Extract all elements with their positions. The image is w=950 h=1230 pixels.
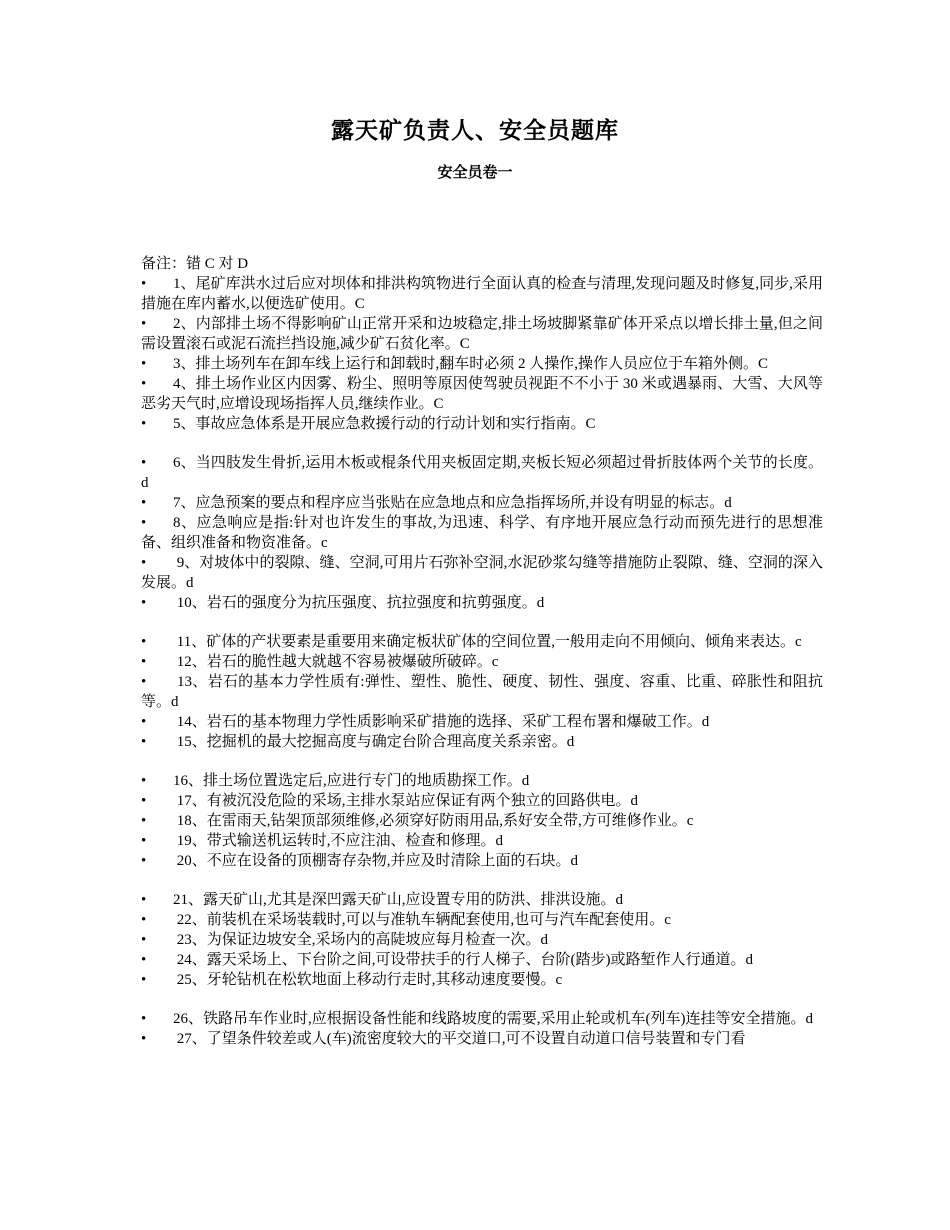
question-text: 20、不应在设备的顶棚寄存杂物,并应及时清除上面的石块。d [173,853,579,869]
bullet-icon: • [141,356,147,372]
bullet-icon: • [141,932,147,948]
question-item [141,732,823,752]
group-spacer [141,752,823,771]
question-item [141,712,823,732]
bullet-icon: • [141,276,147,292]
question-text: 25、牙轮钻机在松软地面上移动行走时,其移动速度要慢。c [173,972,563,988]
question-item [141,910,823,930]
question-text: 5、事故应急体系是开展应急救援行动的行动计划和实行指南。C [173,416,596,432]
question-text: 10、岩石的强度分为抗压强度、抗拉强度和抗剪强度。d [173,595,545,611]
bullet-icon: • [141,515,147,531]
question-item [141,274,823,314]
question-text: 1、尾矿库洪水过后应对坝体和排洪构筑物进行全面认真的检查与清理,发现问题及时修复,同步,采用措施在库内蓄水,以便选矿使用。C [141,276,823,312]
question-text: 26、铁路吊车作业时,应根据设备性能和线路坡度的需要,采用止轮或机车(列车)连挂等安全措施。d [173,1011,813,1027]
question-text: 23、为保证边坡安全,采场内的高陡坡应每月检查一次。d [173,932,549,948]
question-text: 14、岩石的基本物理力学性质影响采矿措施的选择、采矿工程布署和爆破工作。d [173,714,710,730]
question-text: 17、有被沉没危险的采场,主排水泵站应保证有两个独立的回路供电。d [173,793,639,809]
bullet-icon: • [141,1011,147,1027]
question-item [141,672,823,712]
question-text: 2、内部排土场不得影响矿山正常开采和边坡稳定,排土场坡脚紧靠矿体开采点以增长排土量,但之间需设置滚石或泥石流拦挡设施,减少矿石贫化率。C [141,316,823,352]
document-title: 露天矿负责人、安全员题库 [331,118,619,143]
question-text: 16、排土场位置选定后,应进行专门的地质勘探工作。d [173,773,530,789]
question-item [141,314,823,354]
group-spacer [141,613,823,632]
group-spacer [141,990,823,1009]
question-text: 6、当四肢发生骨折,运用木板或棍条代用夹板固定期,夹板长短必须超过骨折肢体两个关节的长度。d [141,455,823,491]
question-item [141,652,823,672]
question-text: 8、应急响应是指:针对也许发生的事故,为迅速、科学、有序地开展应急行动而预先进行的思想准备、组织准备和物资准备。c [141,515,823,551]
question-item [141,593,823,613]
bullet-icon: • [141,972,147,988]
question-item [141,851,823,871]
question-text: 11、矿体的产状要素是重要用来确定板状矿体的空间位置,一般用走向不用倾向、倾角来表达。c [173,634,802,650]
question-text: 7、应急预案的要点和程序应当张贴在应急地点和应急指挥场所,并设有明显的标志。d [173,495,732,511]
question-text: 18、在雷雨天,钻架顶部须维修,必须穿好防雨用品,系好安全带,方可维修作业。c [173,813,694,829]
question-text: 27、了望条件较差或人(车)流密度较大的平交道口,可不设置自动道口信号装置和专门看 [173,1031,746,1047]
question-text: 4、排土场作业区内因雾、粉尘、照明等原因使驾驶员视距不不小于 30 米或遇暴雨、大雪、大风等恶劣天气时,应增设现场指挥人员,继续作业。C [141,376,823,412]
group-spacer [141,434,823,453]
question-item [141,811,823,831]
question-text: 15、挖掘机的最大挖掘高度与确定台阶合理高度关系亲密。d [173,734,575,750]
question-item [141,513,823,553]
bullet-icon: • [141,634,147,650]
question-item [141,374,823,414]
bullet-icon: • [141,1031,147,1047]
question-text: 21、露天矿山,尤其是深凹露天矿山,应设置专用的防洪、排洪设施。d [173,892,624,908]
question-item [141,414,823,434]
question-item [141,493,823,513]
question-text: 3、排土场列车在卸车线上运行和卸载时,翻车时必须 2 人操作,操作人员应位于车箱外侧。C [173,356,769,372]
answer-key-note: 备注：错 C 对 D [141,256,249,272]
bullet-icon: • [141,892,147,908]
bullet-icon: • [141,714,147,730]
bullet-icon: • [141,555,147,571]
question-item [141,771,823,791]
question-text: 9、对坡体中的裂隙、缝、空洞,可用片石弥补空洞,水泥砂浆勾缝等措施防止裂隙、缝、空洞的深入发展。d [141,555,823,591]
bullet-icon: • [141,376,147,392]
question-item [141,930,823,950]
question-item [141,553,823,593]
question-text: 22、前装机在采场装载时,可以与准轨车辆配套使用,也可与汽车配套使用。c [173,912,671,928]
question-item [141,354,823,374]
question-text: 19、带式输送机运转时,不应注油、检查和修理。d [173,833,504,849]
group-spacer [141,871,823,890]
bullet-icon: • [141,495,147,511]
bullet-icon: • [141,793,147,809]
document-subtitle: 安全员卷一 [437,165,513,181]
question-item [141,1029,823,1049]
question-item [141,831,823,851]
question-item [141,791,823,811]
bullet-icon: • [141,595,147,611]
bullet-icon: • [141,853,147,869]
question-item [141,632,823,652]
bullet-icon: • [141,813,147,829]
bullet-icon: • [141,674,147,690]
question-item [141,890,823,910]
bullet-icon: • [141,912,147,928]
question-item [141,970,823,990]
bullet-icon: • [141,773,147,789]
bullet-icon: • [141,952,147,968]
question-text: 12、岩石的脆性越大就越不容易被爆破所破碎。c [173,654,499,670]
question-list [141,254,823,1049]
question-text: 24、露天采场上、下台阶之间,可设带扶手的行人梯子、台阶(踏步)或路堑作人行通道。d [173,952,753,968]
bullet-icon: • [141,416,147,432]
bullet-icon: • [141,654,147,670]
question-item [141,1009,823,1029]
bullet-icon: • [141,734,147,750]
question-item [141,453,823,493]
bullet-icon: • [141,316,147,332]
bullet-icon: • [141,833,147,849]
question-item [141,950,823,970]
bullet-icon: • [141,455,147,471]
question-text: 13、岩石的基本力学性质有:弹性、塑性、脆性、硬度、韧性、强度、容重、比重、碎胀性和阻抗等。d [141,674,823,710]
